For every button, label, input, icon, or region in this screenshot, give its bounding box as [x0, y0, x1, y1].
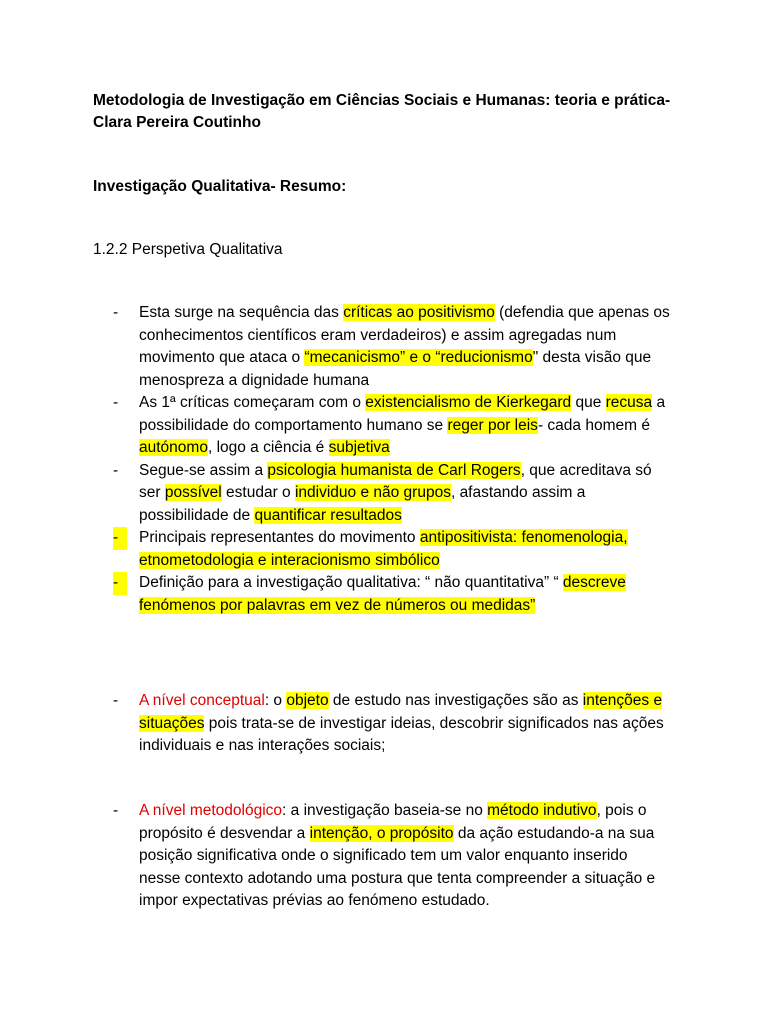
highlight: psicologia humanista de Carl Rogers: [267, 461, 521, 479]
bullet-item: [0, 800, 673, 913]
bullet-list-perspective: [0, 302, 673, 617]
highlight: antipositivista: fenomenologia, etnometodologia e interacionismo simbólico: [139, 529, 628, 569]
highlight: reger por leis: [447, 416, 538, 434]
bullet-text: Definição para a investigação qualitativa: “ não quantitativa” “ descreve fenómenos por palavras em vez de números ou medidas”: [139, 574, 626, 614]
highlight: autónomo: [139, 439, 208, 456]
bullet-item: [0, 572, 673, 617]
highlight: intenção, o propósito: [309, 824, 454, 842]
bullet-dash: -: [113, 692, 119, 709]
highlight: recusa: [605, 394, 653, 411]
highlight: intenções e situações: [139, 692, 663, 732]
bullet-dash: -: [113, 304, 119, 321]
highlight: método indutivo: [487, 802, 597, 819]
highlight: subjetiva: [328, 439, 390, 456]
bullet-item: [0, 302, 673, 392]
bullet-dash: -: [113, 572, 127, 595]
bullet-item: [0, 392, 673, 460]
highlight: quantificar resultados: [254, 506, 402, 524]
bullet-list-conceptual: [0, 690, 673, 758]
bullet-dash: -: [113, 394, 119, 411]
level-label: A nível conceptual: [139, 692, 265, 709]
highlight: existencialismo de Kierkegard: [365, 394, 572, 411]
bullet-item: [0, 690, 673, 758]
highlight: “mecanicismo” e o “reducionismo: [304, 349, 533, 366]
bullet-item: [0, 460, 673, 528]
document-subtitle: Investigação Qualitativa- Resumo:: [93, 178, 347, 195]
highlight: individuo e não grupos: [294, 484, 451, 501]
highlight: possível: [164, 484, 222, 501]
bullet-item: [0, 527, 673, 572]
bullet-text: A nível metodológico: a investigação baseia-se no método indutivo, pois o propósito é desvendar a intenção, o propósito da ação estudando-a na sua posição significativa onde o significado tem um valor enquanto inserido nesse contexto adotando uma postura que tenta compreender a situação e impor expectativas prévias ao fenómeno estudado.: [139, 802, 656, 909]
section-heading: 1.2.2 Perspetiva Qualitativa: [93, 241, 283, 258]
bullet-dash: -: [113, 461, 119, 479]
bullet-text: Principais representantes do movimento antipositivista: fenomenologia, etnometodologia e interacionismo simbólico: [139, 529, 628, 569]
highlight: descreve fenómenos por palavras em vez de números ou medidas”: [139, 574, 626, 614]
bullet-text: A nível conceptual: o objeto de estudo nas investigações são as intenções e situações pois trata-se de investigar ideias, descobrir significados nas ações individuais e nas interações sociais;: [139, 692, 664, 754]
highlight: objeto: [286, 692, 329, 709]
bullet-text: Segue-se assim a psicologia humanista de Carl Rogers, que acreditava só ser possível estudar o individuo e não grupos, afastando assim a possibilidade de quantificar resultados: [139, 461, 652, 524]
bullet-text: Esta surge na sequência das críticas ao positivismo (defendia que apenas os conhecimentos científicos eram verdadeiros) e assim agregadas num movimento que ataca o “mecanicismo” e o “reducionismo" desta visão que menospreza a dignidade humana: [139, 304, 670, 389]
bullet-list-methodological: [0, 800, 673, 913]
document-title: Metodologia de Investigação em Ciências Sociais e Humanas: teoria e prática- Clara Pereira Coutinho: [93, 92, 671, 131]
bullet-text: As 1ª críticas começaram com o existencialismo de Kierkegard que recusa a possibilidade do comportamento humano se reger por leis- cada homem é autónomo, logo a ciência é subjetiva: [139, 394, 666, 456]
bullet-dash: -: [113, 527, 127, 550]
level-label: A nível metodológico: [139, 802, 283, 819]
bullet-dash: -: [113, 802, 119, 819]
highlight: críticas ao positivismo: [343, 304, 495, 321]
